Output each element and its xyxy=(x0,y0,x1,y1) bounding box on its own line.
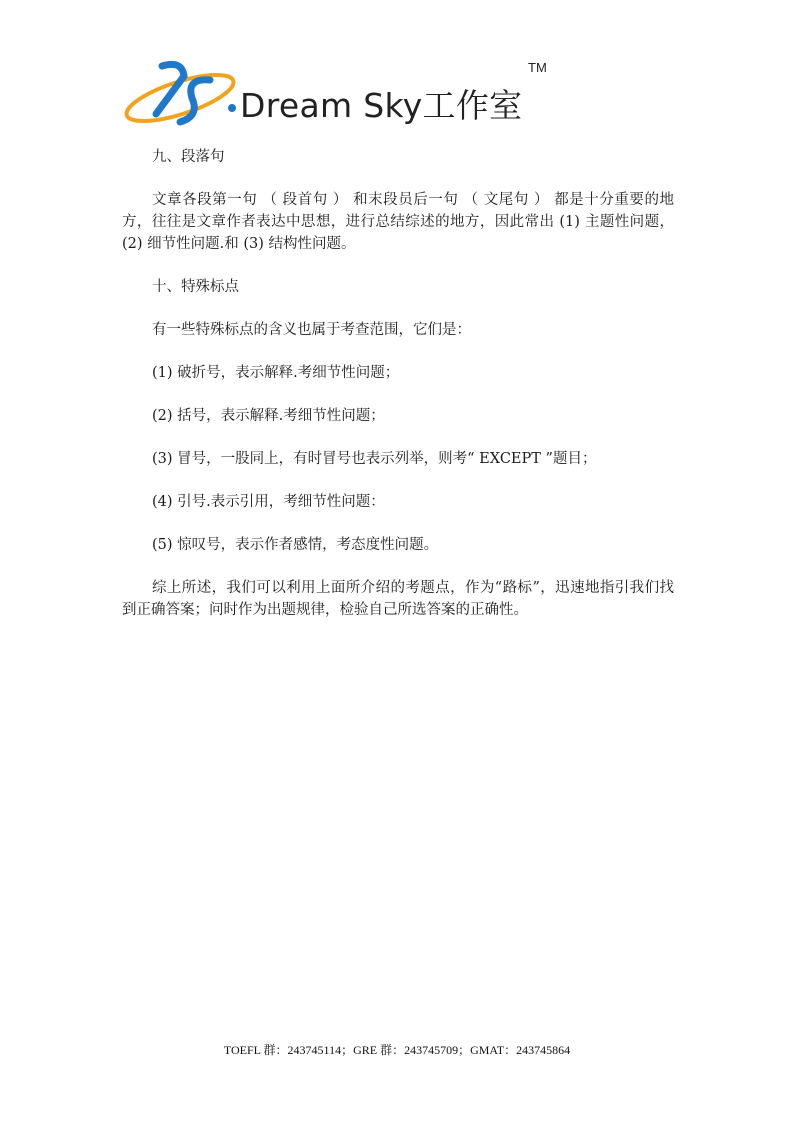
list-item: (5) 惊叹号，表示作者感情，考态度性问题。 xyxy=(152,537,439,553)
list-item: (3) 冒号，一股同上，有时冒号也表示列举，则考“ EXCEPT ”题目； xyxy=(152,451,597,467)
section-10-heading: 十、特殊标点 xyxy=(152,279,239,295)
list-item: (1) 破折号，表示解释.考细节性问题； xyxy=(152,365,400,381)
dream-sky-logo xyxy=(122,56,562,140)
list-item: (4) 引号.表示引用，考细节性问题： xyxy=(152,494,385,510)
section-9-heading: 九、段落句 xyxy=(152,149,225,165)
summary-paragraph: 综上所述，我们可以利用上面所介绍的考题点，作为“路标”，迅速地指引我们找到正确答案；问时作为出题规律，检验自己所选答案的正确性。 xyxy=(122,580,674,618)
logo-mark-icon xyxy=(122,56,244,136)
list-item: (2) 括号，表示解释.考细节性问题； xyxy=(152,408,385,424)
section-10-intro: 有一些特殊标点的含义也属于考查范围，它们是： xyxy=(152,322,471,338)
brand-name: Dream Sky工作室 xyxy=(240,86,523,125)
section-9-paragraph: 文章各段第一句 （ 段首句 ） 和末段员后一句 （ 文尾句 ） 都是十分重要的地方，往往是文章作者表达中思想，进行总结综述的地方，因此常出 (1) 主题性问题， (2) 细节性问题.和 (3) 结构性问题。 xyxy=(122,192,674,252)
page-footer: TOEFL 群：243745114；GRE 群：243745709；GMAT：243745864 xyxy=(223,1043,571,1057)
trademark-mark: TM xyxy=(528,60,547,75)
